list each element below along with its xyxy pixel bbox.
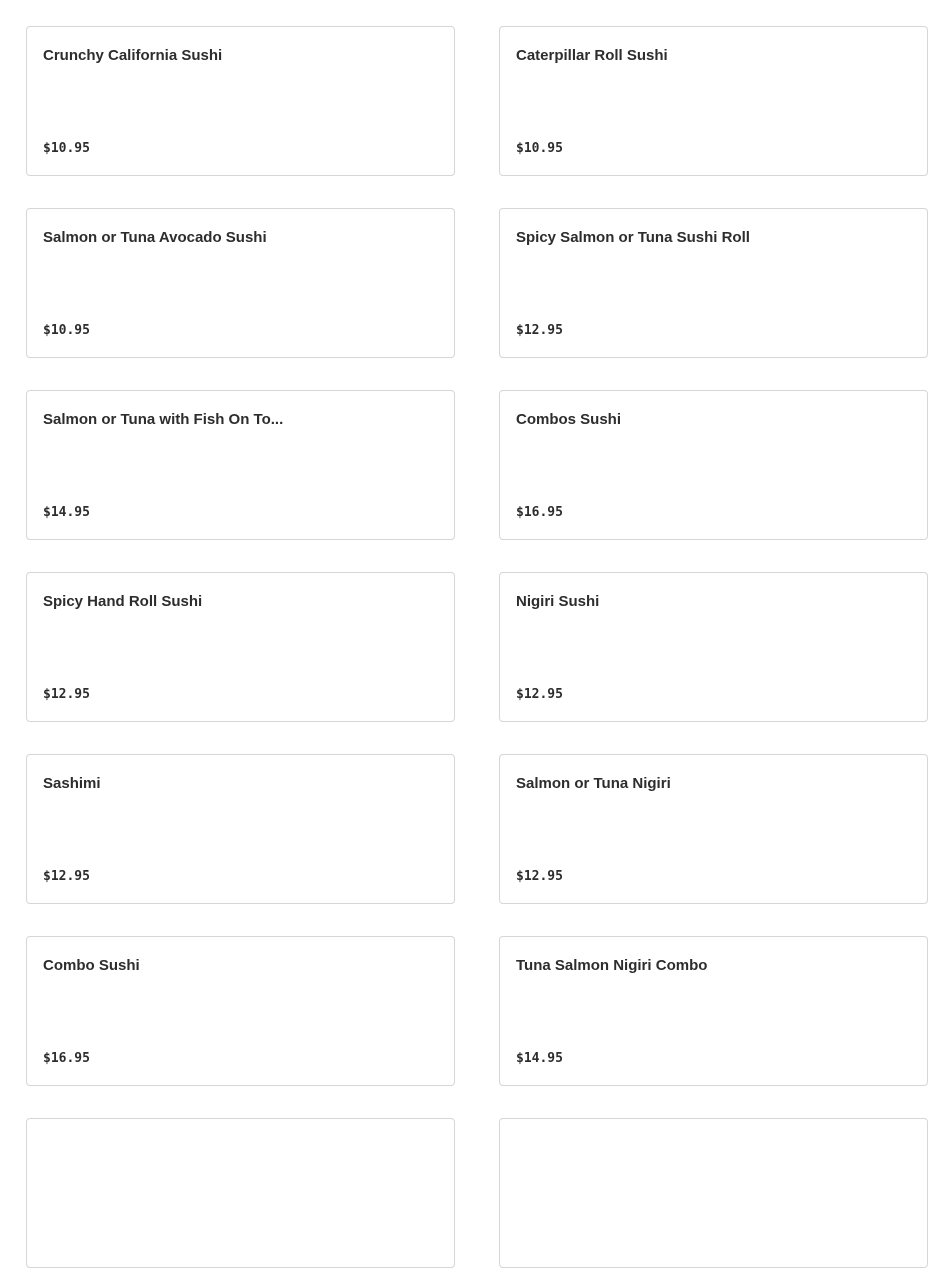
menu-item-card[interactable] xyxy=(499,26,928,176)
menu-item-price: $14.95 xyxy=(516,1051,563,1066)
menu-item-card[interactable] xyxy=(499,572,928,722)
menu-item-card[interactable] xyxy=(499,1118,928,1268)
menu-item-card[interactable] xyxy=(26,26,455,176)
menu-item-card[interactable] xyxy=(26,936,455,1086)
menu-item-card[interactable] xyxy=(26,1118,455,1268)
menu-item-name: Salmon or Tuna with Fish On To... xyxy=(43,411,284,428)
menu-item-name: Salmon or Tuna Nigiri xyxy=(516,775,671,792)
menu-item-price: $12.95 xyxy=(516,869,563,884)
menu-item-name: Tuna Salmon Nigiri Combo xyxy=(516,957,708,974)
menu-item-price: $10.95 xyxy=(43,141,90,156)
menu-item-name: Spicy Hand Roll Sushi xyxy=(43,593,203,610)
menu-item-name: Combo Sushi xyxy=(43,957,140,974)
menu-item-card[interactable] xyxy=(26,754,455,904)
menu-item-name: Sashimi xyxy=(43,775,101,792)
menu-item-card[interactable] xyxy=(499,208,928,358)
menu-item-price: $12.95 xyxy=(43,869,90,884)
menu-item-name: Spicy Salmon or Tuna Sushi Roll xyxy=(516,229,750,246)
menu-item-card[interactable] xyxy=(499,936,928,1086)
menu-item-price: $14.95 xyxy=(43,505,90,520)
menu-item-name: Crunchy California Sushi xyxy=(43,47,223,64)
menu-item-price: $10.95 xyxy=(43,323,90,338)
menu-item-price: $12.95 xyxy=(516,687,563,702)
menu-item-card[interactable] xyxy=(499,754,928,904)
menu-item-card[interactable] xyxy=(26,208,455,358)
menu-item-name: Combos Sushi xyxy=(516,411,622,428)
menu-item-price: $16.95 xyxy=(43,1051,90,1066)
menu-item-grid xyxy=(26,0,928,1268)
menu-item-price: $10.95 xyxy=(516,141,563,156)
menu-item-card[interactable] xyxy=(26,390,455,540)
menu-item-price: $12.95 xyxy=(516,323,563,338)
menu-item-name: Salmon or Tuna Avocado Sushi xyxy=(43,229,267,246)
menu-item-price: $16.95 xyxy=(516,505,563,520)
menu-item-name: Nigiri Sushi xyxy=(516,593,600,610)
menu-item-card[interactable] xyxy=(26,572,455,722)
menu-item-name: Caterpillar Roll Sushi xyxy=(516,47,668,64)
menu-item-price: $12.95 xyxy=(43,687,90,702)
menu-item-card[interactable] xyxy=(499,390,928,540)
